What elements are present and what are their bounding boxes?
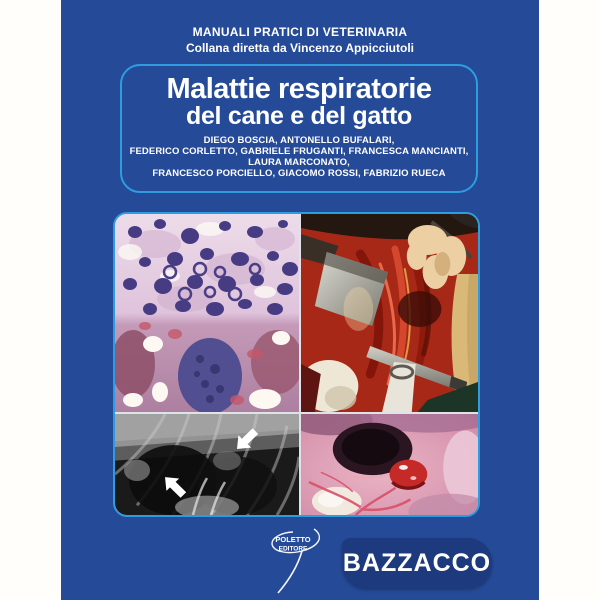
xray-image-cell [115,414,299,515]
series-subtitle: Collana diretta da Vincenzo Appicciutoli [185,41,415,55]
endoscopy-image-cell [301,414,478,515]
book-cover [61,0,539,600]
title-box [120,64,478,193]
book-title-line1: Malattie respiratorie [166,73,432,105]
author-line: DIEGO BOSCIA, ANTONELLO BUFALARI, [203,135,395,146]
book-title-line2: del cane e del gatto [185,102,412,130]
author-line: LAURA MARCONATO, [248,157,350,168]
endoscopy-photo-image [301,414,478,515]
cover-image-grid [113,212,480,517]
histology-image-cell [115,214,299,412]
bazzacco-badge-label: BAZZACCO [342,548,492,577]
poletto-editore-logo [266,527,328,595]
author-list [122,135,476,179]
author-line: FRANCESCO PORCIELLO, GIACOMO ROSSI, FABRIZIO RUECA [152,168,446,179]
series-title: MANUALI PRATICI DI VETERINARIA [192,25,408,39]
surgery-image-cell [301,214,478,412]
surgery-photo-image [301,214,478,412]
bazzacco-badge [342,538,492,588]
histology-micrograph-image [115,214,299,412]
publisher-type: EDITORE [278,545,308,553]
chest-xray-image [115,414,299,515]
author-line: FEDERICO CORLETTO, GABRIELE FRUGANTI, FRANCESCA MANCIANTI, [129,146,469,157]
publisher-name: POLETTO [275,535,311,544]
